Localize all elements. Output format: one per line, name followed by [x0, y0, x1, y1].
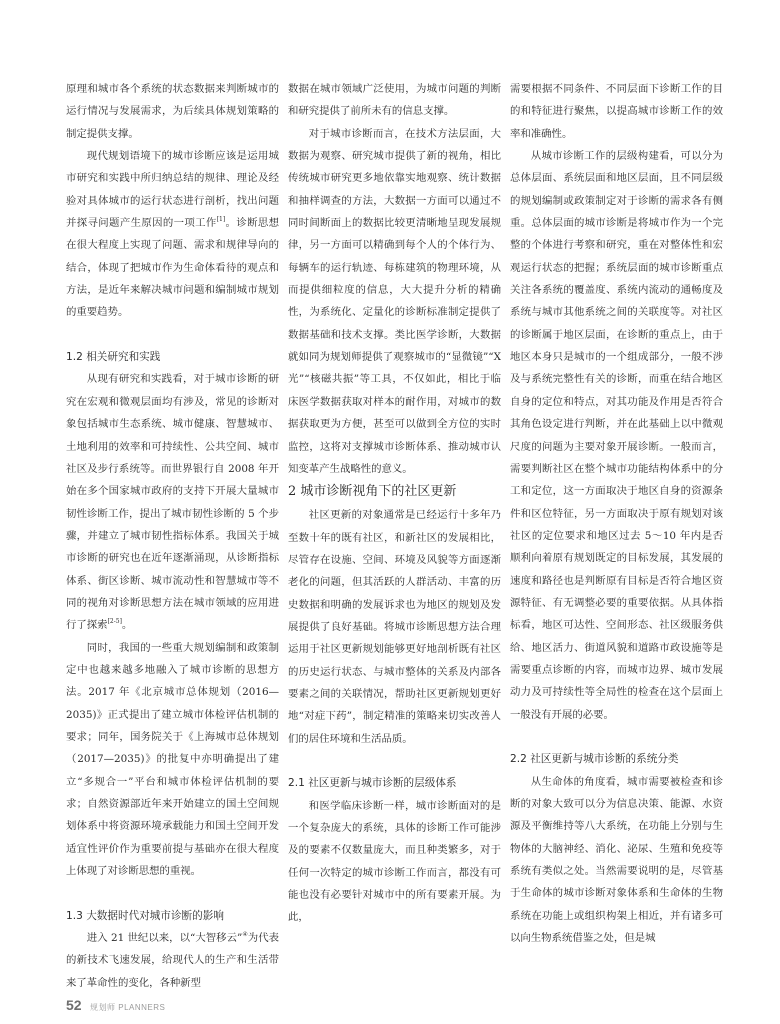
text-column-1 — [66, 78, 279, 994]
paragraph: 进入 21 世纪以来，以“大智移云”④为代表的新技术飞速发展，给现代人的生产和生活带来了革命性的变化，各种新型 — [66, 931, 280, 989]
section-heading-1-2: 1.2 相关研究和实践 — [66, 351, 161, 364]
page-footer — [66, 997, 165, 1015]
journal-name: 规划师 PLANNERS — [90, 1003, 166, 1012]
section-heading-1-3: 1.3 大数据时代对城市诊断的影响 — [66, 909, 224, 922]
paragraph: 对于城市诊断而言，在技术方法层面，大数据为观察、研究城市提供了新的视角，相比传统城市研究更多地依靠实地观察、统计数据和抽样调查的方法，大数据一方面可以通过不同时间断面上的数据比较更清晰地呈现发展规律，另一方面可以精确到每个人的个体行为、每辆车的运行轨迹、每栋建筑的物理环境，从而提供细粒度的信息，大大提升分析的精确性，为系统化、定量化的诊断标准制定提供了数据基础和技术支撑。类比医学诊断，大数据就如同为规划师提供了观察城市的“显微镜”“X 光”“核磁共振”等工具，不仅如此，相比于临床医学数据获取对样本的耐作用，对城市的数据获取更为方便，甚至可以做到全方位的实时监控，这将对支撑城市诊断体系、推动城市认知变革产生战略性的意义。 — [288, 127, 501, 475]
paragraph: 同时，我国的一些重大规划编制和政策制定中也越来越多地融入了城市诊断的思想方法。2017 年《北京城市总体规划（2016—2035)》正式提出了建立城市体检评估机制的要求；同年，国务院关于《上海城市总体规划（2017—2035)》的批复中亦明确提出了建立“多规合一”平台和城市体检评估机制的要求；自然资源部近年来开始建立的国土空间规划体系中将资源环境承载能力和国土空间开发适宜性评价作为重要前提与基础亦在很大程度上体现了对诊断思想的重视。 — [66, 641, 279, 878]
paragraph: 原理和城市各个系统的状态数据来判断城市的运行情况与发展需求，为后续具体规划策略的制定提供支撑。 — [66, 83, 279, 140]
section-heading-2: 2 城市诊断视角下的社区更新 — [288, 484, 457, 500]
page-number: 52 — [66, 997, 82, 1013]
section-heading-2-1: 2.1 社区更新与城市诊断的层级体系 — [288, 777, 457, 790]
citation-ref: [1] — [216, 216, 226, 224]
paragraph: 需要根据不同条件、不同层面下诊断工作的目的和特征进行聚焦，以提高城市诊断工作的效率和准确性。 — [510, 83, 723, 140]
citation-ref: [2-5] — [107, 618, 122, 626]
paragraph: 数据在城市领域广泛使用，为城市问题的判断和研究提供了前所未有的信息支撑。 — [288, 83, 501, 118]
paragraph: 社区更新的对象通常是已经运行十多年乃至数十年的既有社区，和新社区的发展相比，尽管存在设施、空间、环境及风貌等方面逐渐老化的问题，但其活跃的人群活动、丰富的历史数据和明确的发展诉求也为地区的规划及发展提供了良好基础。将城市诊断思想方法合理运用于社区更新规划能够更好地剖析既有社区的历史运行状态、与城市整体的关系及内部各要素之间的关联情况，帮助社区更新规划更好地“对症下药”，制定精准的策略来切实改善人们的居住环境和生活品质。 — [288, 509, 501, 745]
section-heading-2-2: 2.2 社区更新与城市诊断的系统分类 — [510, 753, 679, 766]
paragraph: 从生命体的角度看，城市需要被检查和诊断的对象大致可以分为信息决策、能源、水资源及平衡维持等八大系统，在功能上分别与生物体的大脑神经、消化、泌尿、生殖和免疫等系统有类似之处。当然需要说明的是，尽管基于生命体的城市诊断对象体系和生命体的生物系统在功能上或组织构架上相近，并有诸多可以向生物系统借鉴之处，但是城 — [510, 775, 723, 945]
paragraph: 和医学临床诊断一样，城市诊断面对的是一个复杂庞大的系统，具体的诊断工作可能涉及的要素不仅数量庞大，而且种类繁多，对于任何一次特定的城市诊断工作而言，都没有可能也没有必要针对城市中的所有要素开展。为此， — [288, 799, 501, 924]
footnote-marker: ④ — [242, 931, 248, 939]
paragraph: 现代规划语境下的城市诊断应该是运用城市研究和实践中所归纳总结的规律、理论及经验对具体城市的运行状态进行剖析，找出问题并探寻问题产生原因的一项工作[1]。诊断思想在很大程度上实现了问题、需求和规律导向的结合，体现了把城市作为生命体看待的观点和方法，是近年来解决城市问题和编制城市规划的重要趋势。 — [66, 150, 280, 319]
paragraph: 从城市诊断工作的层级构建看，可以分为总体层面、系统层面和地区层面，且不同层级的规划编制或政策制定对于诊断的需求各有侧重。总体层面的城市诊断是将城市作为一个完整的个体进行考察和研究，重在对整体性和宏观运行状态的把握；系统层面的城市诊断重点关注各系统的覆盖度、系统内流动的通畅度及系统与城市其他系统之间的关联度等。对社区的诊断属于地区层面，在诊断的重点上，由于地区本身只是城市的一个组成部分，一般不涉及与系统完整性有关的诊断，而重在结合地区自身的定位和特点，对其功能及作用是否符合其角色设定进行判断，并在此基础上以中微观尺度的问题为主要对象开展诊断。一般而言，需要判断社区在整个城市功能结构体系中的分工和定位，这一方面取决于地区自身的资源条件和区位特征，另一方面取决于原有规划对该社区的定位要求和地区过去 5～10 年内是否顺利向着原有规划既定的目标发展，其发展的速度和路径也是判断原有目标是否符合地区资源特征、有无调整必要的重要依据。从具体指标看，地区可达性、空间形态、社区级服务供给、地区活力、街道风貌和道路市政设施等是需要重点诊断的内容，而城市边界、城市发展动力及可持续性等全局性的检查在这个层面上一般没有开展的必要。 — [510, 150, 723, 721]
paragraph: 从现有研究和实践看，对于城市诊断的研究在宏观和微观层面均有涉及，常见的诊断对象包括城市生态系统、城市健康、智慧城市、土地利用的效率和可持续性、公共空间、城市社区及步行系统等。而世界银行自 2008 年开始在多个国家城市政府的支持下开展大量城市韧性诊断工作，提出了城市韧性诊断的 5 个步骤，并建立了城市韧性指标体系。我国关于城市诊断的研究也在近年逐渐涌现，从诊断指标体系、街区诊断、城市流动性和智慧城市等不同的视角对诊断思想方法在城市领域的应用进行了探索[2-5]。 — [66, 373, 279, 632]
text-column-2 — [288, 78, 501, 929]
text-column-3 — [510, 78, 723, 949]
